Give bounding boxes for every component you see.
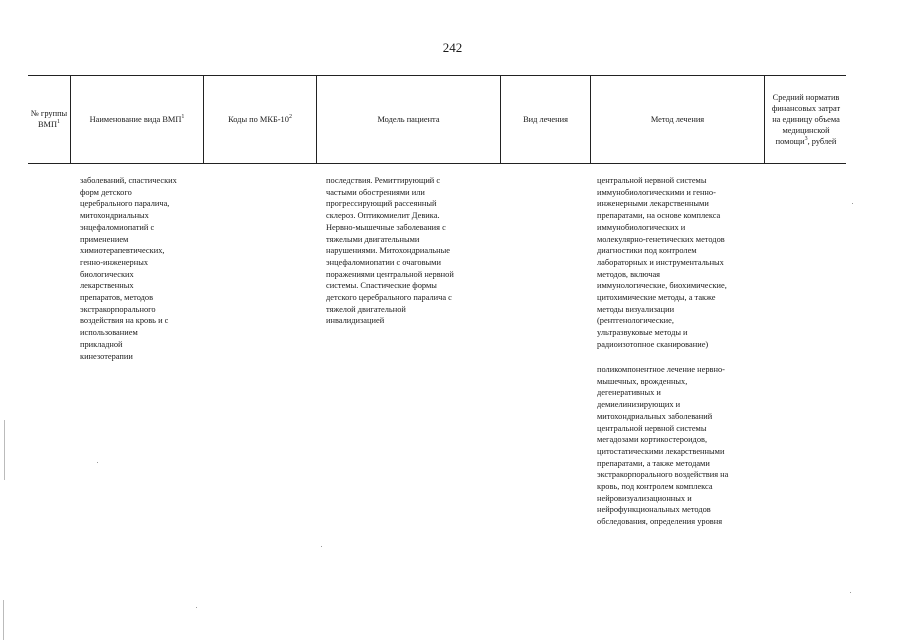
header-treatment-type-text: Вид лечения [523, 114, 568, 124]
header-mkb-codes [204, 75, 316, 163]
header-patient-model [317, 75, 500, 163]
scan-speck [321, 546, 322, 547]
footnote-mark: 1 [181, 113, 185, 120]
header-patient-model-text: Модель пациента [377, 114, 440, 124]
header-treatment-method-text: Метод лечения [650, 114, 705, 124]
scan-speck [852, 203, 853, 204]
header-treatment-method [591, 75, 764, 163]
header-vmp-type-text: Наименование вида ВМП [89, 114, 182, 124]
scan-speck [196, 607, 197, 608]
footnote-mark: 3 [804, 135, 808, 142]
cell-treatment-method-1: центральной нервной системы иммунобиологическими и генно- инженерными лекарственными препаратами, на основе комплекса иммунобиологических и молекулярно-генетических методов диагностики под контролем лабораторных и инструментальных методов, включая иммунологические, биохимические, цитохимические методы, а также методы визуализации (рентгенологические, ультразвуковые методы и радиоизотопное сканирование) [597, 176, 727, 349]
table-header-bottom-border [28, 163, 846, 164]
scan-edge-mark [3, 600, 4, 640]
header-average-cost [765, 75, 847, 163]
scan-speck [97, 462, 98, 463]
header-average-cost-text: Средний норматив финансовых затрат на единицу объема медицинской помощи [771, 92, 841, 146]
header-average-cost-unit: , рублей [807, 136, 837, 146]
footnote-mark: 1 [57, 119, 61, 126]
scan-speck [850, 592, 851, 593]
header-group-number-text: № группы ВМП [30, 109, 68, 129]
footnote-mark: 2 [288, 113, 292, 120]
cell-patient-model: последствия. Ремиттирующий с частыми обострениями или прогрессирующий рассеянный склероз. Оптикомиелит Девика. Нервно-мышечные заболевания с тяжелыми двигательными нарушениями. Митохондриальные энцефаломиопатии с очаговыми поражениями центральной нервной системы. Спастические формы детского церебрального паралича с тяжелой двигательной инвалидизацией [326, 176, 454, 326]
header-treatment-type [501, 75, 590, 163]
scan-edge-mark [4, 420, 5, 480]
page-number: 242 [442, 40, 463, 55]
header-mkb-codes-text: Коды по МКБ-10 [228, 114, 289, 124]
cell-treatment-method-2: поликомпонентное лечение нервно- мышечных, врожденных, дегенеративных и демиелинизирующих и митохондриальных заболеваний центральной нервной системы мегадозами кортикостероидов, цитостатическими лекарственными препаратами, а также методами экстракорпорального воздействия на кровь, под контролем комплекса нейровизуализационных и нейрофункциональных методов обследования, определения уровня [597, 365, 729, 527]
header-vmp-type [71, 75, 203, 163]
cell-vmp-type: заболеваний, спастических форм детского церебрального паралича, митохондриальных энцефаломиопатий с применением химиотерапевтических, генно-инженерных биологических лекарственных препаратов, методов экстракорпорального воздействия на кровь и с использованием прикладной кинезотерапии [80, 176, 177, 361]
header-group-number [28, 75, 70, 163]
